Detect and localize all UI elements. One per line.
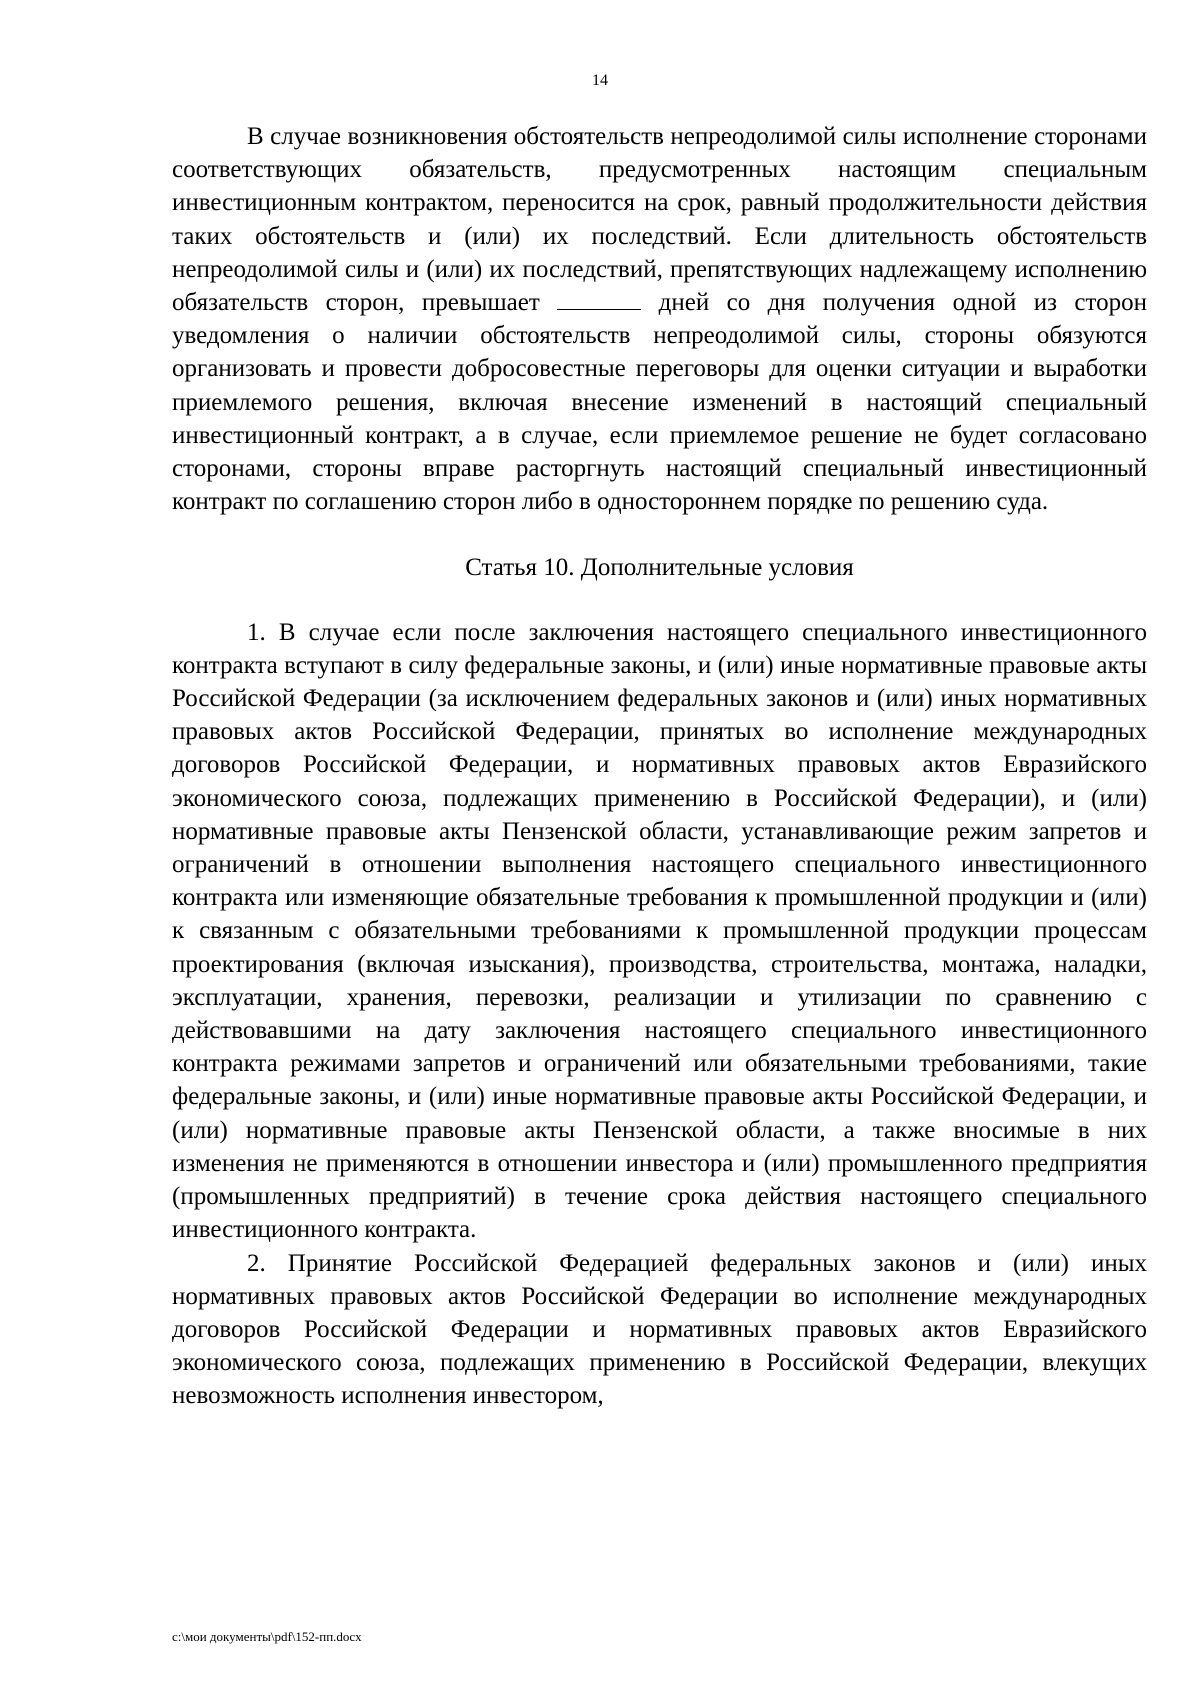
blank-days-field xyxy=(557,289,641,310)
clause-1: 1. В случае если после заключения настоящего специального инвестиционного контракта вступают в силу федеральные законы, и (или) иные нормативные правовые акты Российской Федерации (за исключением федеральных законов и (или) иных нормативных правовых актов Российской Федерации, принятых во исполнение международных договоров Российской Федерации, и нормативных правовых актов Евразийского экономического союза, подлежащих применению в Российской Федерации), и (или) нормативные правовые акты Пензенской области, устанавливающие режим запретов и ограничений в отношении выполнения настоящего специального инвестиционного контракта или изменяющие обязательные требования к промышленной продукции и (или) к связанным с обязательными требованиями к промышленной продукции процессам проектирования (включая изыскания), производства, строительства, монтажа, наладки, эксплуатации, хранения, перевозки, реализации и утилизации по сравнению с действовавшими на дату заключения настоящего специального инвестиционного контракта режимами запретов и ограничений или обязательными требованиями, такие федеральные законы, и (или) иные нормативные правовые акты Российской Федерации, и (или) нормативные правовые акты Пензенской области, а также вносимые в них изменения не применяются в отношении инвестора и (или) промышленного предприятия (промышленных предприятий) в течение срока действия настоящего специального инвестиционного контракта. xyxy=(172,618,1147,1244)
force-majeure-paragraph xyxy=(172,120,1147,518)
document-body xyxy=(172,120,1147,1413)
clause-2: 2. Принятие Российской Федерацией федеральных законов и (или) иных нормативных правовых актов Российской Федерации во исполнение международных договоров Российской Федерации и нормативных правовых актов Евразийского экономического союза, подлежащих применению в Российской Федерации, влекущих невозможность исполнения инвестором, xyxy=(172,1249,1147,1410)
force-majeure-text-after-blank: дней со дня получения одной из сторон уведомления о наличии обстоятельств непреодолимой силы, стороны обязуются организовать и провести добросовестные переговоры для оценки ситуации и выработки приемлемого решения, включая внесение изменений в настоящий специальный инвестиционный контракт, а в случае, если приемлемое решение не будет согласовано сторонами, стороны вправе расторгнуть настоящий специальный инвестиционный контракт по соглашению сторон либо в одностороннем порядке по решению суда. xyxy=(172,289,1148,516)
page-number: 14 xyxy=(592,72,608,89)
force-majeure-text-before-blank: В случае возникновения обстоятельств непреодолимой силы исполнение сторонами соответствующих обязательств, предусмотренных настоящим специальным инвестиционным контрактом, переносится на срок, равный продолжительности действия таких обстоятельств и (или) их последствий. Если длительность обстоятельств непреодолимой силы и (или) их последствий, препятствующих надлежащему исполнению обязательств сторон, превышает xyxy=(172,123,1147,317)
footer-file-path: c:\мои документы\pdf\152-пп.docx xyxy=(172,1629,362,1644)
article-heading: Статья 10. Дополнительные условия xyxy=(465,554,854,582)
